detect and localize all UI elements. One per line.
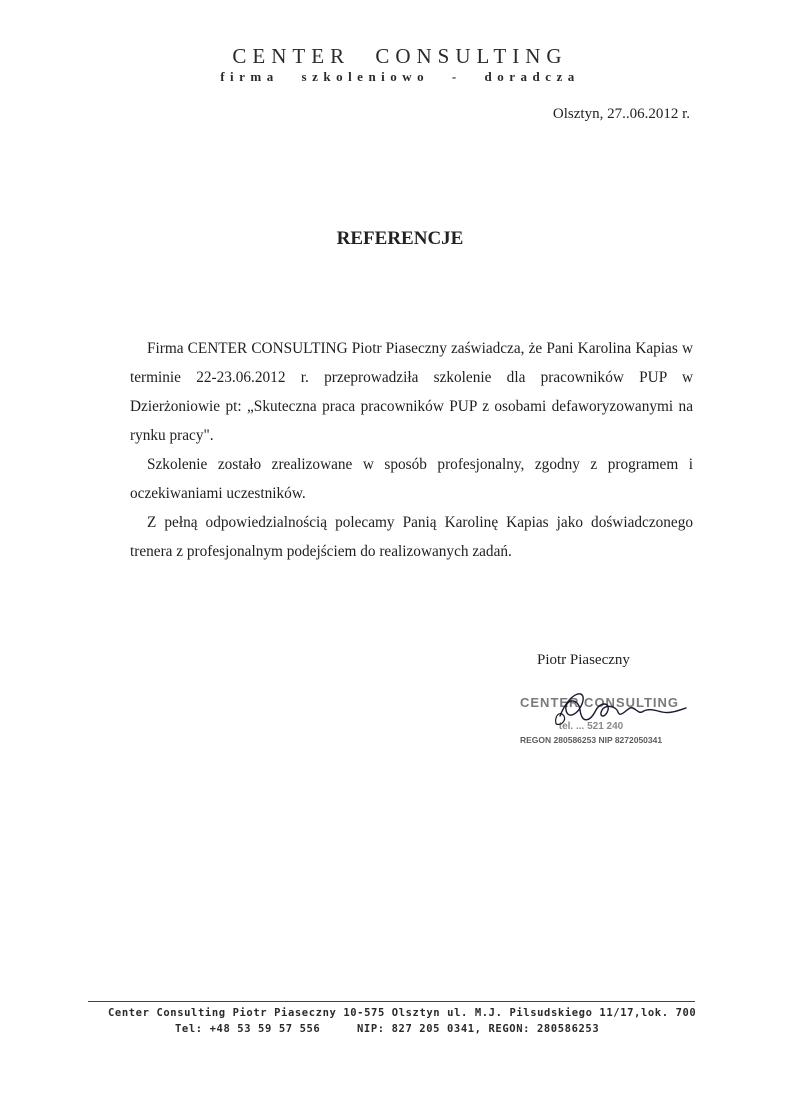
- document-title: REFERENCJE: [336, 228, 464, 249]
- letter-body: [130, 334, 693, 566]
- paragraph-1: Firma CENTER CONSULTING Piotr Piaseczny zaświadcza, że Pani Karolina Kapias w terminie 22-23.06.2012 r. przeprowadziła szkolenie dla pracowników PUP w Dzierżoniowie pt: „Skuteczna praca pracowników PUP z osobami defaworyzowanymi na rynku pracy".: [130, 340, 693, 444]
- paragraph-2: Szkolenie zostało zrealizowane w sposób profesjonalny, zgodny z programem i oczekiwaniami uczestników.: [130, 456, 693, 502]
- stamp-registration-ids: REGON 280586253 NIP 8272050341: [520, 735, 663, 745]
- letterhead-company: CENTER CONSULTING: [232, 44, 568, 68]
- footer-address: Center Consulting Piotr Piaseczny 10-575 Olsztyn ul. M.J. Pilsudskiego 11/17,lok. 700: [108, 1007, 697, 1019]
- stamp-phone: tel. ... 521 240: [558, 721, 624, 732]
- footer-divider: [88, 1001, 695, 1002]
- handwritten-signature: [530, 680, 690, 740]
- letter-date: Olsztyn, 27..06.2012 r.: [552, 106, 690, 122]
- paragraph-3: Z pełną odpowiedzialnością polecamy Panią Karolinę Kapias jako doświadczonego trenera z profesjonalnym podejściem do realizowanych zadań.: [130, 514, 693, 560]
- signer-name: Piotr Piaseczny: [537, 652, 630, 668]
- letterhead-subtitle: firma szkoleniowo - doradcza: [220, 69, 580, 84]
- stamp-company-name: CENTER CONSULTING: [520, 695, 680, 710]
- footer-phone: Tel: +48 53 59 57 556: [175, 1023, 321, 1035]
- footer-registration: NIP: 827 205 0341, REGON: 280586253: [357, 1023, 600, 1035]
